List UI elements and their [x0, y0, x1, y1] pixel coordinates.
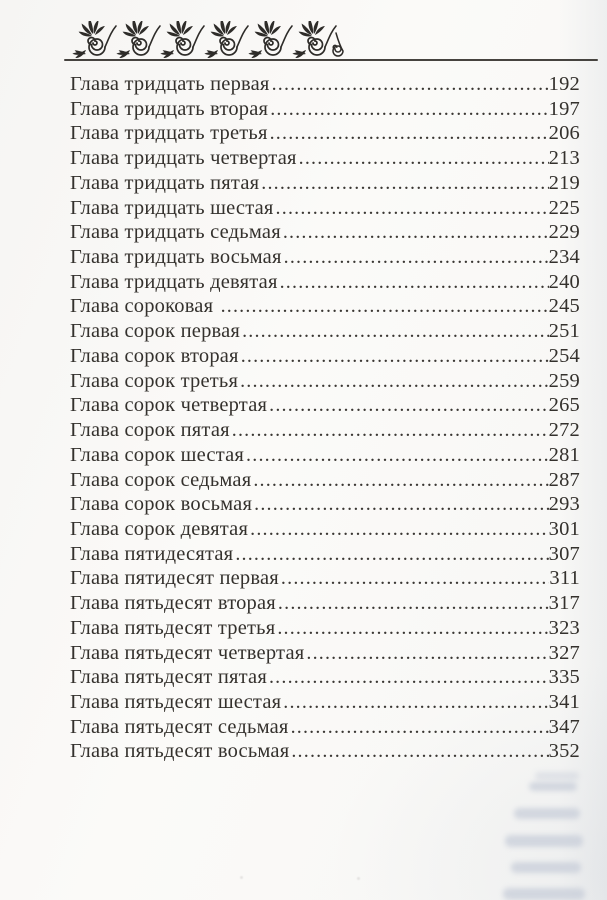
page-number: 213 [548, 147, 580, 170]
chapter-title: Глава тридцать четвертая [70, 147, 297, 170]
page-number: 317 [548, 592, 580, 615]
chapter-title: Глава пятьдесят четвертая [70, 641, 305, 664]
page-number: 335 [548, 666, 580, 689]
toc-entry [70, 665, 580, 690]
dot-leader [282, 245, 549, 270]
page-number: 347 [548, 715, 580, 738]
bleed-text-fragment [529, 782, 577, 791]
toc-entry [70, 270, 580, 295]
page-number: 281 [548, 443, 580, 466]
chapter-title: Глава сорок первая [70, 320, 241, 343]
chapter-title: Глава пятьдесят шестая [70, 690, 282, 713]
paper-speck [357, 877, 360, 880]
floral-scroll-ornament-icon [72, 21, 348, 58]
toc-entry [70, 294, 580, 319]
chapter-title: Глава тридцать пятая [70, 171, 260, 194]
toc-entry [70, 121, 580, 146]
page-number: 192 [548, 73, 580, 95]
dot-leader [233, 542, 548, 567]
chapter-title: Глава сорок восьмая [70, 493, 253, 516]
toc-entry [70, 616, 580, 641]
dot-leader [230, 418, 549, 443]
dot-leader [252, 492, 549, 517]
chapter-title: Глава пятьдесят восьмая [70, 740, 290, 763]
toc-entry [70, 393, 580, 418]
chapter-title: Глава пятьдесят седьмая [70, 715, 289, 738]
dot-leader [239, 344, 549, 369]
page-number: 229 [548, 221, 580, 244]
table-of-contents [70, 72, 580, 764]
bleed-text-fragment [535, 772, 579, 780]
toc-entry [70, 344, 580, 369]
chapter-title: Глава пятьдесят вторая [70, 592, 276, 615]
page-number: 234 [548, 246, 580, 269]
page-number: 219 [548, 171, 580, 194]
dot-leader [279, 566, 549, 591]
dot-leader [240, 319, 549, 344]
chapter-title: Глава тридцать девятая [70, 270, 278, 293]
toc-entry [70, 369, 580, 394]
dot-leader [274, 196, 549, 221]
page-number: 272 [548, 419, 580, 442]
page-number: 341 [548, 690, 580, 713]
dot-leader [267, 665, 549, 690]
toc-entry [70, 641, 580, 666]
dot-leader [281, 220, 549, 245]
page-number: 327 [548, 641, 580, 664]
page-number: 323 [548, 616, 580, 639]
bleed-text-fragment [511, 862, 581, 873]
dot-leader [251, 468, 548, 493]
toc-entry [70, 418, 580, 443]
toc-entry [70, 443, 580, 468]
toc-entry [70, 566, 580, 591]
page-number: 225 [548, 196, 580, 219]
dot-leader [268, 121, 549, 146]
page-number: 307 [548, 542, 580, 565]
dot-leader [289, 739, 548, 764]
dot-leader [248, 517, 549, 542]
page-number: 259 [548, 369, 580, 392]
page-number: 287 [548, 468, 580, 491]
page-number: 240 [548, 270, 580, 293]
toc-entry [70, 220, 580, 245]
toc-entry [70, 517, 580, 542]
chapter-title: Глава сорок седьмая [70, 468, 252, 491]
dot-leader [270, 72, 549, 97]
toc-entry [70, 715, 580, 740]
chapter-title: Глава пятидесят первая [70, 567, 279, 590]
chapter-title: Глава тридцать седьмая [70, 221, 281, 244]
toc-entry [70, 690, 580, 715]
chapter-title: Глава пятидесятая [70, 542, 234, 565]
chapter-title: Глава тридцать шестая [70, 196, 274, 219]
chapter-title: Глава тридцать восьмая [70, 246, 282, 269]
dot-leader [259, 171, 548, 196]
chapter-title: Глава тридцать третья [70, 122, 268, 145]
page-number: 293 [548, 493, 580, 516]
chapter-title: Глава сорок вторая [70, 344, 239, 367]
dot-leader [244, 443, 549, 468]
bleed-text-fragment [514, 808, 580, 819]
paper-speck [240, 876, 243, 879]
chapter-title: Глава сорок шестая [70, 443, 245, 466]
chapter-title: Глава тридцать вторая [70, 97, 269, 120]
dot-leader [238, 369, 549, 394]
toc-entry [70, 591, 580, 616]
chapter-title: Глава пятьдесят пятая [70, 666, 267, 689]
chapter-title: Глава сороковая [70, 295, 219, 318]
dot-leader [297, 146, 549, 171]
page-number: 352 [548, 740, 580, 763]
toc-entry [70, 739, 580, 764]
toc-entry [70, 468, 580, 493]
bleed-text-fragment [503, 888, 585, 900]
dot-leader [267, 393, 548, 418]
toc-entry [70, 196, 580, 221]
page-number: 251 [548, 320, 580, 343]
chapter-title: Глава сорок третья [70, 369, 239, 392]
chapter-title: Глава сорок пятая [70, 419, 230, 442]
dot-leader [268, 97, 548, 122]
page-number: 301 [548, 517, 580, 540]
toc-entry [70, 171, 580, 196]
header-rule [64, 59, 598, 61]
page-number: 206 [548, 122, 580, 145]
page-number: 254 [548, 344, 580, 367]
toc-entry [70, 146, 580, 171]
chapter-title: Глава сорок четвертая [70, 394, 268, 417]
page-number: 245 [548, 295, 580, 318]
dot-leader [304, 641, 548, 666]
toc-entry [70, 72, 580, 97]
dot-leader [275, 616, 548, 641]
toc-entry [70, 319, 580, 344]
page-number: 311 [549, 567, 580, 590]
chapter-title: Глава пятьдесят третья [70, 616, 276, 639]
bleed-text-fragment [505, 835, 583, 847]
chapter-title: Глава сорок девятая [70, 517, 249, 540]
dot-leader [281, 690, 548, 715]
toc-entry [70, 97, 580, 122]
dot-leader [219, 294, 549, 319]
page-number: 265 [548, 394, 580, 417]
toc-entry [70, 492, 580, 517]
page-number: 197 [548, 97, 580, 120]
dot-leader [276, 591, 549, 616]
dot-leader [278, 270, 549, 295]
dot-leader [289, 715, 549, 740]
toc-entry [70, 542, 580, 567]
chapter-title: Глава тридцать первая [70, 73, 270, 95]
toc-entry [70, 245, 580, 270]
